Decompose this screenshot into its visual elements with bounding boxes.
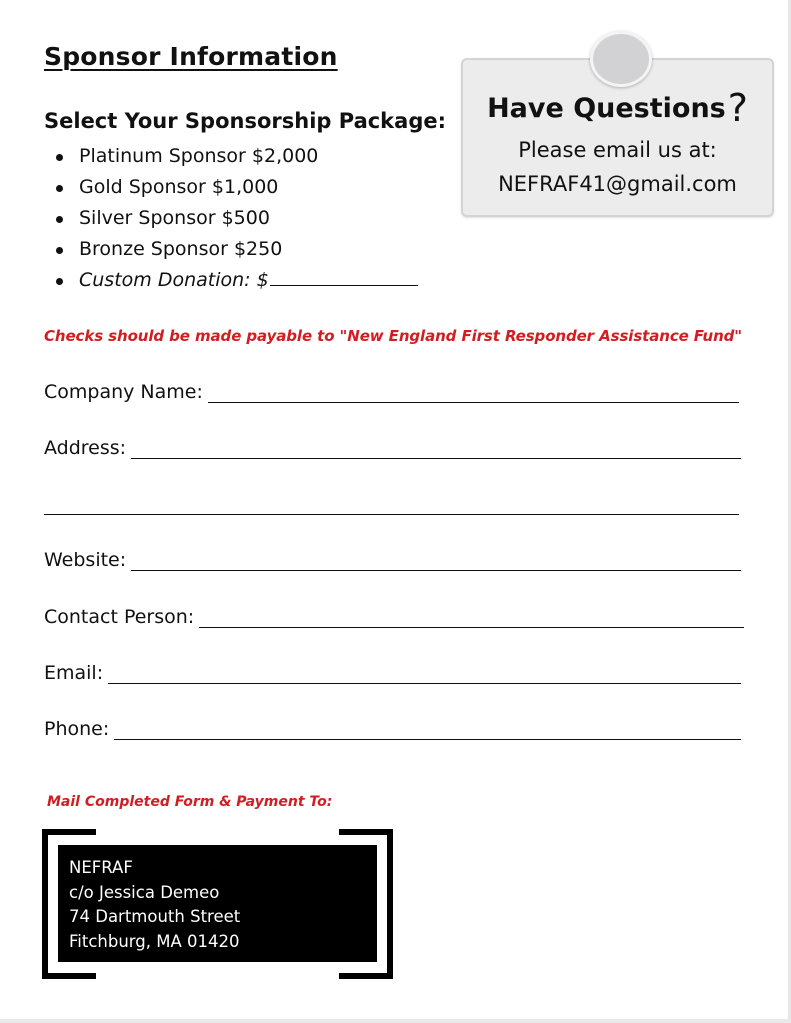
phone-input-line[interactable] — [114, 721, 741, 740]
bracket-bottom-right — [339, 973, 393, 979]
package-list — [52, 141, 418, 296]
questions-email[interactable]: NEFRAF41@gmail.com — [498, 172, 737, 196]
phone-label: Phone: — [44, 718, 110, 740]
questions-instruction: Please email us at: — [518, 138, 717, 162]
website-label: Website: — [44, 549, 127, 571]
custom-donation-label: Custom Donation: $ — [79, 269, 269, 291]
website-input-line[interactable] — [131, 552, 741, 571]
address-field — [44, 437, 741, 459]
website-field — [44, 549, 741, 571]
contact-person-label: Contact Person: — [44, 606, 195, 628]
questions-title — [463, 86, 772, 130]
package-option-custom[interactable] — [52, 265, 418, 296]
questions-title-text: Have Questions — [487, 93, 726, 124]
mailing-address-box — [58, 845, 377, 962]
bracket-right-bar — [387, 829, 393, 979]
package-option-gold[interactable]: Gold Sponsor $1,000 — [52, 172, 418, 203]
company-name-field — [44, 381, 739, 403]
package-option-bronze[interactable]: Bronze Sponsor $250 — [52, 234, 418, 265]
contact-person-field — [44, 606, 744, 628]
address-label: Address: — [44, 437, 127, 459]
email-label: Email: — [44, 662, 104, 684]
contact-person-input-line[interactable] — [199, 609, 744, 628]
bracket-bottom-left — [42, 973, 96, 979]
company-name-label: Company Name: — [44, 381, 203, 403]
address-line-city: Fitchburg, MA 01420 — [69, 931, 240, 951]
page-bottom-edge — [0, 1019, 791, 1023]
bracket-left-bar — [42, 829, 48, 979]
email-field — [44, 662, 741, 684]
checks-payable-note: Checks should be made payable to "New England First Responder Assistance Fund" — [44, 327, 743, 345]
package-option-platinum[interactable]: Platinum Sponsor $2,000 — [52, 141, 418, 172]
bracket-top-left — [42, 829, 96, 835]
address-second-line[interactable] — [44, 514, 739, 515]
page-title: Sponsor Information — [44, 42, 338, 71]
address-line-street: 74 Dartmouth Street — [69, 907, 241, 926]
company-name-input-line[interactable] — [208, 384, 739, 403]
pushpin-icon — [590, 31, 652, 87]
phone-field — [44, 718, 741, 740]
email-input-line[interactable] — [108, 665, 741, 684]
mail-heading: Mail Completed Form & Payment To: — [47, 794, 333, 810]
address-line-attn: c/o Jessica Demeo — [69, 882, 220, 902]
question-mark-icon: ? — [727, 86, 748, 130]
address-line-org: NEFRAF — [69, 858, 133, 877]
package-option-silver[interactable]: Silver Sponsor $500 — [52, 203, 418, 234]
address-input-line[interactable] — [131, 440, 741, 459]
package-heading: Select Your Sponsorship Package: — [44, 109, 446, 133]
custom-donation-blank[interactable] — [270, 267, 418, 286]
bracket-top-right — [339, 829, 393, 835]
